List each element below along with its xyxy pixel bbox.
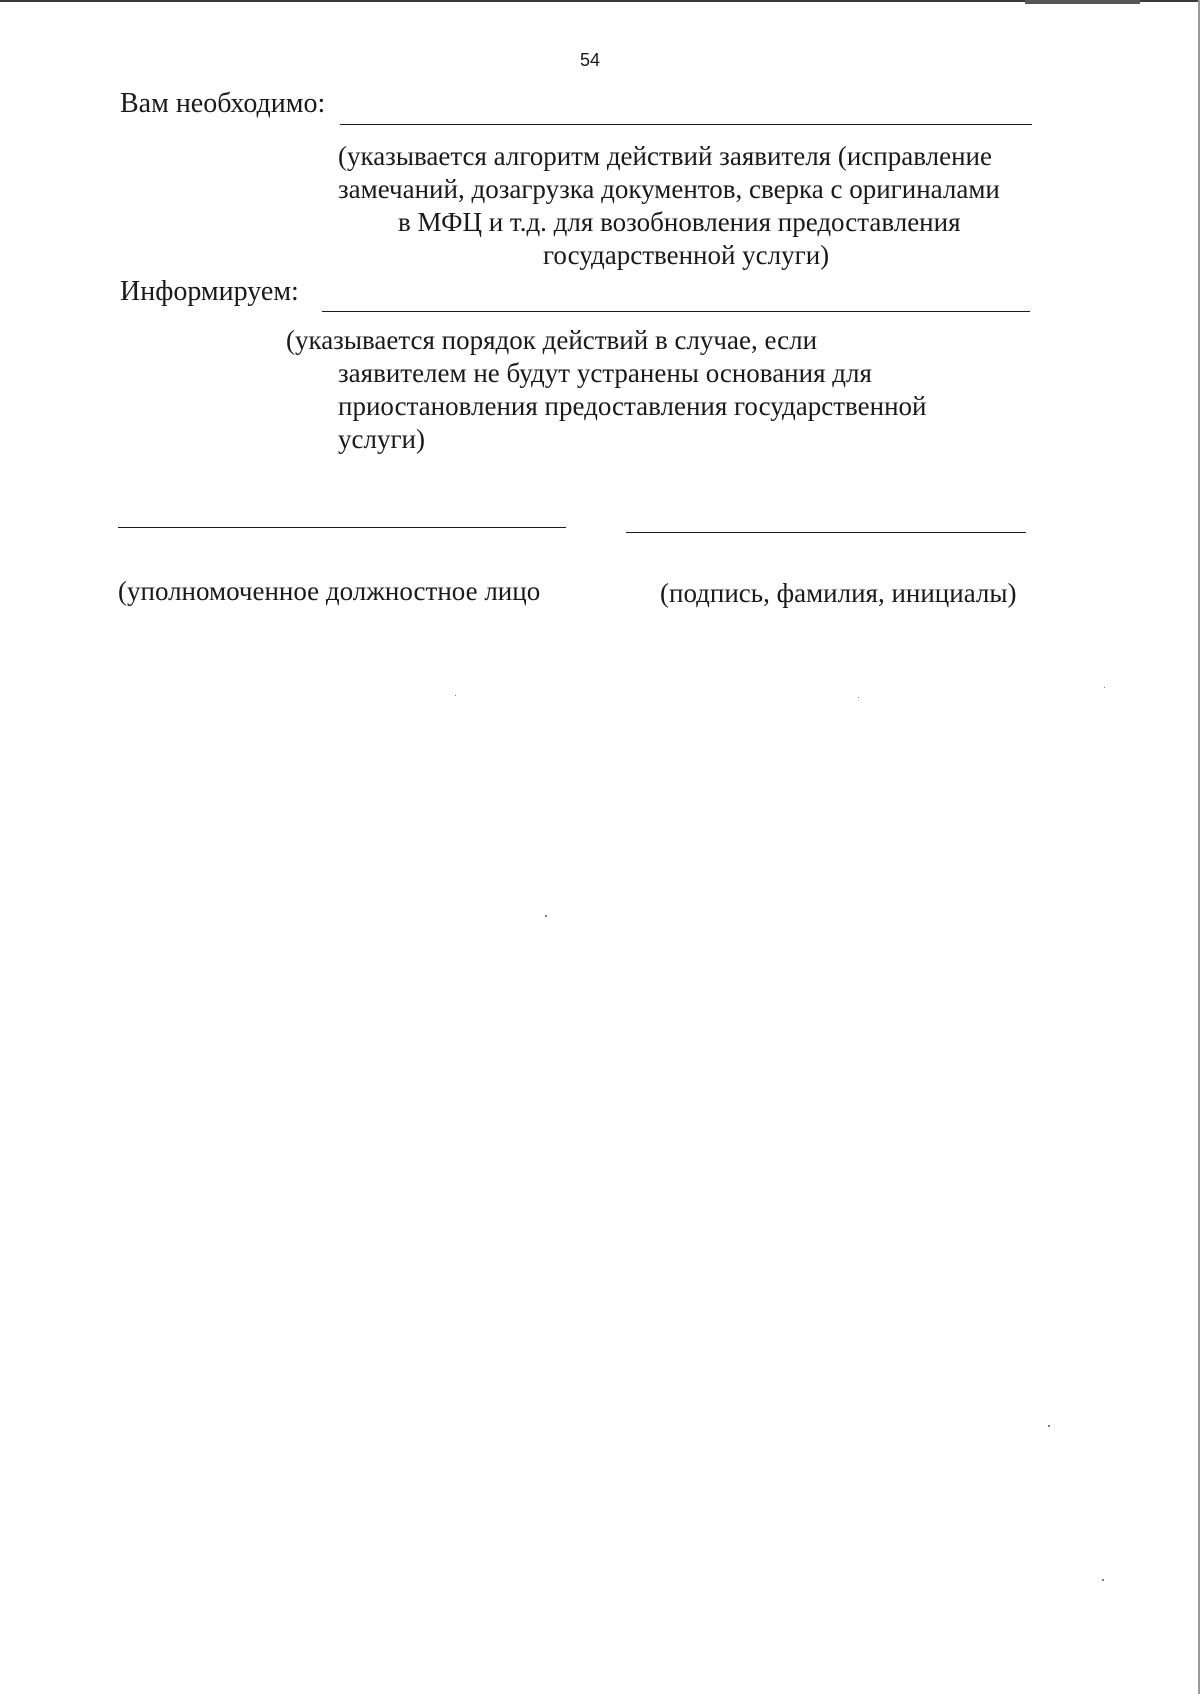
inform-hint-line: приостановления предоставления государственной <box>338 391 927 421</box>
required-hint <box>338 140 1000 272</box>
inform-hint <box>286 324 926 456</box>
scan-speck <box>545 915 547 917</box>
official-signature-line <box>118 527 566 528</box>
page-number: 54 <box>580 50 601 70</box>
scan-speck <box>858 697 859 698</box>
inform-hint-line: услуги) <box>338 424 425 454</box>
scan-speck <box>1048 1425 1050 1427</box>
scan-speck <box>455 695 456 696</box>
inform-fill-line <box>322 311 1030 312</box>
required-hint-line: государственной услуги) <box>543 240 830 270</box>
scan-edge-top <box>0 0 1200 2</box>
required-hint-line: в МФЦ и т.д. для возобновления предоставления <box>398 207 961 237</box>
inform-hint-line: (указывается порядок действий в случае, если <box>286 325 818 355</box>
inform-hint-line: заявителем не будут устранены основания для <box>338 358 872 388</box>
scan-artifact-mark <box>1025 0 1140 4</box>
scan-speck <box>1102 1579 1104 1581</box>
required-hint-line: (указывается алгоритм действий заявителя (исправление <box>338 141 992 171</box>
required-label: Вам необходимо: <box>120 88 326 119</box>
name-signature-line <box>626 532 1026 533</box>
scan-speck <box>1104 687 1105 688</box>
required-fill-line <box>340 124 1032 125</box>
required-hint-line: замечаний, дозагрузка документов, сверка с оригиналами <box>338 174 1000 204</box>
official-caption: (уполномоченное должностное лицо <box>118 576 541 606</box>
signature-caption: (подпись, фамилия, инициалы) <box>660 578 1017 608</box>
inform-label: Информируем: <box>120 276 299 307</box>
